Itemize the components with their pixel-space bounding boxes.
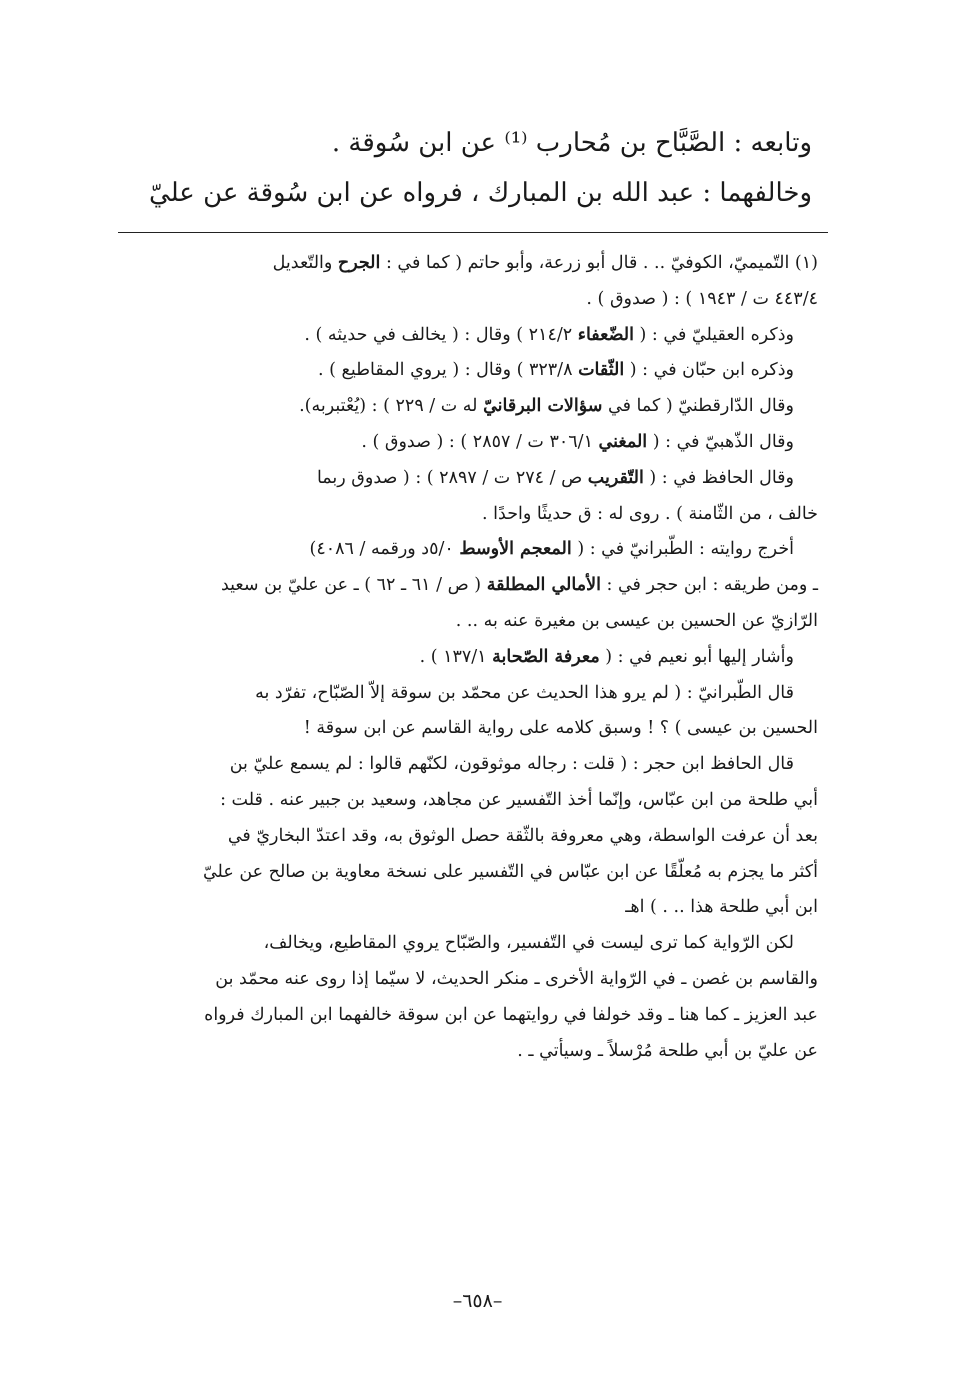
note-source-title: الضّعفاء xyxy=(577,324,634,345)
note-line: خالف ، من الثّامنة ) . روى له : ق حديثًا واحدًا . xyxy=(482,503,818,524)
note-text: وقال الحافظ في : ( xyxy=(643,467,794,488)
note-source-title: الجرح xyxy=(337,253,381,273)
note-text: والتّعديل xyxy=(272,253,338,273)
note-line: عن عليّ بن أبي طلحة مُرْسلاً ـ وسيأتي ـ . xyxy=(517,1040,818,1061)
note-line: بعد أن عرفت الواسطة، وهي معروفة بالثّقة حصل الوثوق به، وقد اعتدّ البخاريّ في xyxy=(227,825,818,846)
note-text: ( ص / ٦١ ـ ٦٢ ) ـ عن عليّ بن سعيد xyxy=(220,575,487,596)
footnote-separator xyxy=(118,232,828,233)
note-line: قال الحافظ ابن حجر : ( قلت : رجاله موثوقون، لكنّهم قالوا : لم يسمع عليّ بن xyxy=(229,754,794,775)
note-line: أكثر ما يجزم به مُعلّقًا عن ابن عبّاس في التّفسير على نسخة معاوية بن صالح عن عليّ xyxy=(202,861,818,882)
note-text: وقال الدّارقطنيّ ( كما في xyxy=(602,396,794,417)
note-text: وقال الذّهبيّ في : ( xyxy=(647,431,794,452)
note-text: ٢١٤/٢ ) وقال : ( يخالف في حديثه ) . xyxy=(304,324,578,345)
main-line-1: وتابعه : الصَّبَّاح بن مُحارب ⁽¹⁾ عن ابن سُوقة . xyxy=(331,128,812,158)
note-source-title: معرفة الصّحابة xyxy=(492,646,600,667)
note-text: ٣٠٦/١ ت / ٢٨٥٧ ) : ( صدوق ) . xyxy=(361,431,599,452)
main-text xyxy=(118,118,818,218)
note-line: الحسين بن عيسى ) ؟ ! وسبق كلامه على رواية القاسم عن ابن سوقة ! xyxy=(303,718,818,739)
note-line: والقاسم بن غصن ـ في الرّواية الأخرى ـ منكر الحديث، لا سيّما إذا روى عنه محمّد بن xyxy=(215,968,818,989)
note-text: ص / ٢٧٤ ت / ٢٨٩٧ ) : ( صدوق ربما xyxy=(316,467,588,488)
note-text: له ت / ٢٢٩ ) : (يُعْتبربه). xyxy=(299,396,484,417)
note-line xyxy=(118,353,818,389)
note-line: أبي طلحة من ابن عبّاس، وإنّما أخذ التّفسير عن مجاهد، وسعيد بن جبير عنه . قلت : xyxy=(220,789,818,810)
note-source-title: الثّقات xyxy=(578,360,625,381)
note-line: عبد العزيز ـ كما هنا ـ وقد خولفا في روايتهما عن ابن سوقة خالفهما ابن المبارك فرواه xyxy=(204,1004,818,1025)
footnotes xyxy=(118,246,818,1069)
note-text: ـ ومن طريقه : ابن حجر في : xyxy=(600,575,818,596)
note-line: ابن أبي طلحة هذا .. . ) اهـ xyxy=(625,897,818,918)
note-text: وذكره ابن حبّان في : ( xyxy=(624,360,794,381)
note-text: وأشار إليها أبو نعيم في : ( xyxy=(599,646,794,667)
note-text: ١٣٧/١ ) . xyxy=(419,646,493,667)
note-source-title: المعجم الأوسط xyxy=(459,539,572,560)
note-line xyxy=(118,568,818,604)
note-line xyxy=(118,640,818,676)
note-line xyxy=(118,318,818,354)
note-line xyxy=(118,532,818,568)
note-line: ٤٤٣/٤ ت / ١٩٤٣ ) : ( صدوق ) . xyxy=(586,288,818,309)
note-line: لكن الرّواية كما ترى ليست في التّفسير، والصّبّاح يروي المقاطيع، ويخالف، xyxy=(263,933,794,954)
note-source-title: سؤالات البرقانيّ xyxy=(483,396,603,417)
note-text: وذكره العقيليّ في : ( xyxy=(633,324,794,345)
main-line-2: وخالفهما : عبد الله بن المبارك ، فرواه عن ابن سُوقة عن عليّ xyxy=(149,178,812,208)
note-line xyxy=(118,389,818,425)
note-text: ٥/٠د ورقمه / ٤٠٨٦) xyxy=(309,539,460,560)
note-line: الرّازيّ عن الحسين بن عيسى بن مغيرة عنه به .. . xyxy=(455,610,818,631)
note-text: (١) التّميميّ، الكوفيّ .. . قال أبو زرعة، وأبو حاتم ( كما في : xyxy=(380,253,818,273)
note-line xyxy=(118,461,818,497)
note-text: ٣٢٣/٨ ) وقال : ( يروي المقاطيع ) . xyxy=(317,360,579,381)
note-text: أخرج روايته : الطّبرانيّ في : ( xyxy=(571,539,794,560)
note-source-title: المغني xyxy=(598,431,648,452)
note-line xyxy=(118,425,818,461)
page-number: –٦٥٨– xyxy=(452,1290,503,1312)
note-source-title: التّقريب xyxy=(587,467,644,488)
note-source-title: الأمالي المطلقة xyxy=(486,575,601,596)
note-line: قال الطّبرانيّ : ( لم يرو هذا الحديث عن محمّد بن سوقة إلاّ الصّبّاح، تفرّد به xyxy=(255,682,794,703)
note-line xyxy=(118,246,818,282)
